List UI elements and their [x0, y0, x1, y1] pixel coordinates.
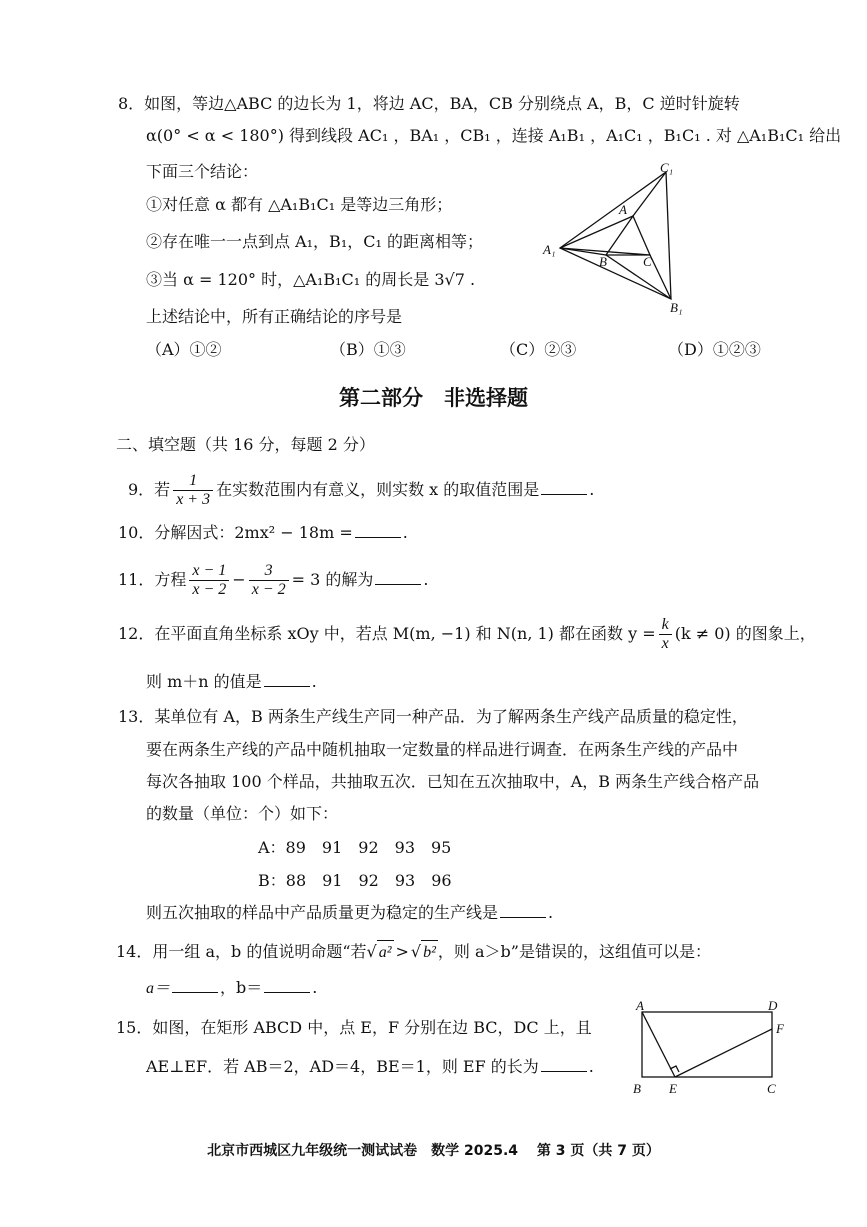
q8-conclusion-1: ①对任意 α 都有 △A₁B₁C₁ 是等边三角形；: [146, 195, 453, 214]
q14-b-label: ，b＝: [220, 978, 263, 997]
label-b: B: [633, 1081, 641, 1096]
label-a: A: [619, 202, 627, 217]
q13-question: 则五次抽取的样品中产品质量更为稳定的生产线是 .: [146, 903, 554, 922]
q11: 11．方程 $\frac{x - 1}{x - 2}$ − $\frac{3}{x - 2}$ = 3 的解为 .: [118, 562, 429, 598]
q10: 10．分解因式：2mx² − 18m = .: [118, 523, 408, 542]
q11-fraction-1: [189, 562, 229, 599]
q9-post: 在实数范围内有意义，则实数 x 的取值范围是: [216, 480, 540, 499]
q9-answer-blank[interactable]: [541, 478, 587, 495]
q14-rad1: a²: [377, 940, 394, 965]
q14-gt: >: [395, 942, 409, 961]
q10-answer-blank[interactable]: [355, 521, 401, 538]
q14-pre: 14．用一组 a，b 的值说明命题“若: [116, 942, 367, 961]
page-footer: 北京市西城区九年级统一测试试卷 数学 2025.4 第 3 页（共 7 页）: [207, 1143, 660, 1159]
label-d: D: [768, 998, 778, 1013]
q12-post: (k ≠ 0) 的图象上，: [674, 624, 816, 643]
q8-option-a: （A）①②: [146, 340, 222, 359]
q14-line2: a＝ ，b＝ .: [146, 978, 318, 997]
q9-fraction: [173, 472, 213, 509]
q9-pre: 9．若: [128, 480, 171, 499]
q8-conclusion-3: ③当 α = 120° 时，△A₁B₁C₁ 的周长是 3√7 .: [146, 270, 476, 289]
q14-post: ，则 a＞b”是错误的，这组值可以是：: [437, 942, 711, 961]
q8-option-c: （C）②③: [500, 340, 577, 359]
q13-line3: 每次各抽取 100 个样品，共抽取五次．已知在五次抽取中，A，B 两条生产线合格产品: [146, 772, 760, 791]
q12-num: k: [659, 616, 672, 635]
q13-answer-blank[interactable]: [500, 901, 546, 918]
q13-ask: 则五次抽取的样品中产品质量更为稳定的生产线是: [146, 903, 499, 922]
q12-fraction: [659, 616, 672, 653]
q11-f1-den: x − 2: [192, 581, 227, 598]
q11-fraction-2: [249, 562, 289, 599]
q8-line2: α(0° < α < 180°) 得到线段 AC₁ ，BA₁ ，CB₁ ，连接 A₁B₁ ，A₁C₁ ，B₁C₁ . 对 △A₁B₁C₁ 给出: [146, 126, 842, 145]
q14-a-blank[interactable]: [172, 976, 218, 993]
label-a1: A₁: [543, 242, 556, 257]
q8-conclusion-2: ②存在唯一一点到点 A₁，B₁，C₁ 的距离相等；: [146, 232, 483, 251]
section-title: 第二部分 非选择题: [339, 386, 528, 410]
q13-line1: 13．某单位有 A，B 两条生产线生产同一种产品．为了解两条生产线产品质量的稳定性，: [118, 707, 748, 726]
q15-line2: AE⊥EF．若 AB＝2，AD＝4，BE＝1，则 EF 的长为 .: [146, 1057, 594, 1076]
label-a: A: [636, 998, 644, 1013]
label-e: E: [669, 1081, 677, 1096]
q13-row-a: A：89 91 92 93 95: [258, 838, 452, 857]
q12-pre: 12．在平面直角坐标系 xOy 中，若点 M(m, −1) 和 N(n, 1) 都在函数 y =: [118, 624, 656, 643]
q11-minus: −: [232, 570, 246, 589]
part2-header: 二、填空题（共 16 分，每题 2 分）: [116, 435, 375, 454]
q8-question: 上述结论中，所有正确结论的序号是: [146, 307, 403, 326]
sqrt-icon: √: [366, 942, 377, 961]
label-b: B: [599, 254, 607, 269]
q12-line2-text: 则 m＋n 的值是: [146, 672, 262, 691]
q12-line1: [118, 614, 816, 654]
q11-f2-num: 3: [249, 562, 289, 581]
q9: 9．若 $\frac{1}{x + 3}$ 在实数范围内有意义，则实数 x 的取值范围是 .: [128, 472, 595, 508]
q11-pre: 11．方程: [118, 570, 187, 589]
q12-den: x: [661, 635, 669, 652]
q11-answer-blank[interactable]: [375, 568, 421, 585]
label-b1: B₁: [670, 300, 683, 315]
q14-rad2: b²: [421, 940, 438, 965]
q14-line1: [116, 940, 711, 965]
q11-f2-den: x − 2: [251, 581, 286, 598]
label-c: C: [767, 1081, 776, 1096]
q15-answer-blank[interactable]: [541, 1055, 587, 1072]
q10-text: 10．分解因式：2mx² − 18m =: [118, 523, 353, 542]
q9-num: 1: [173, 472, 213, 491]
q13-row-b: B：88 91 92 93 96: [258, 871, 452, 890]
q11-f1-num: x − 1: [189, 562, 229, 581]
q15-line1: 15．如图，在矩形 ABCD 中，点 E，F 分别在边 BC，DC 上，且: [116, 1018, 592, 1037]
q8-triangle-figure: [540, 158, 700, 318]
q8-option-d: （D）①②③: [668, 340, 761, 359]
q14-b-blank[interactable]: [264, 976, 310, 993]
q14-a-label: a＝: [146, 980, 171, 997]
label-f: F: [776, 1021, 784, 1036]
q15-rectangle-figure: [628, 996, 796, 1100]
q15-line2-text: AE⊥EF．若 AB＝2，AD＝4，BE＝1，则 EF 的长为: [146, 1057, 539, 1076]
sqrt-icon: √: [410, 942, 422, 961]
q12-line2: 则 m＋n 的值是 .: [146, 672, 317, 691]
q8-option-b: （B）①③: [330, 340, 406, 359]
q9-den: x + 3: [176, 491, 211, 508]
q11-post: = 3 的解为: [291, 570, 374, 589]
label-c1: C₁: [660, 160, 674, 175]
q8-line3: 下面三个结论：: [146, 162, 259, 181]
q13-line2: 要在两条生产线的产品中随机抽取一定数量的样品进行调查．在两条生产线的产品中: [146, 740, 739, 759]
q8-line1: 8．如图，等边△ABC 的边长为 1，将边 AC，BA，CB 分别绕点 A，B，C 逆时针旋转: [118, 94, 740, 113]
label-c: C: [643, 254, 652, 269]
q13-line4: 的数量（单位：个）如下：: [146, 804, 339, 823]
q12-answer-blank[interactable]: [264, 670, 310, 687]
